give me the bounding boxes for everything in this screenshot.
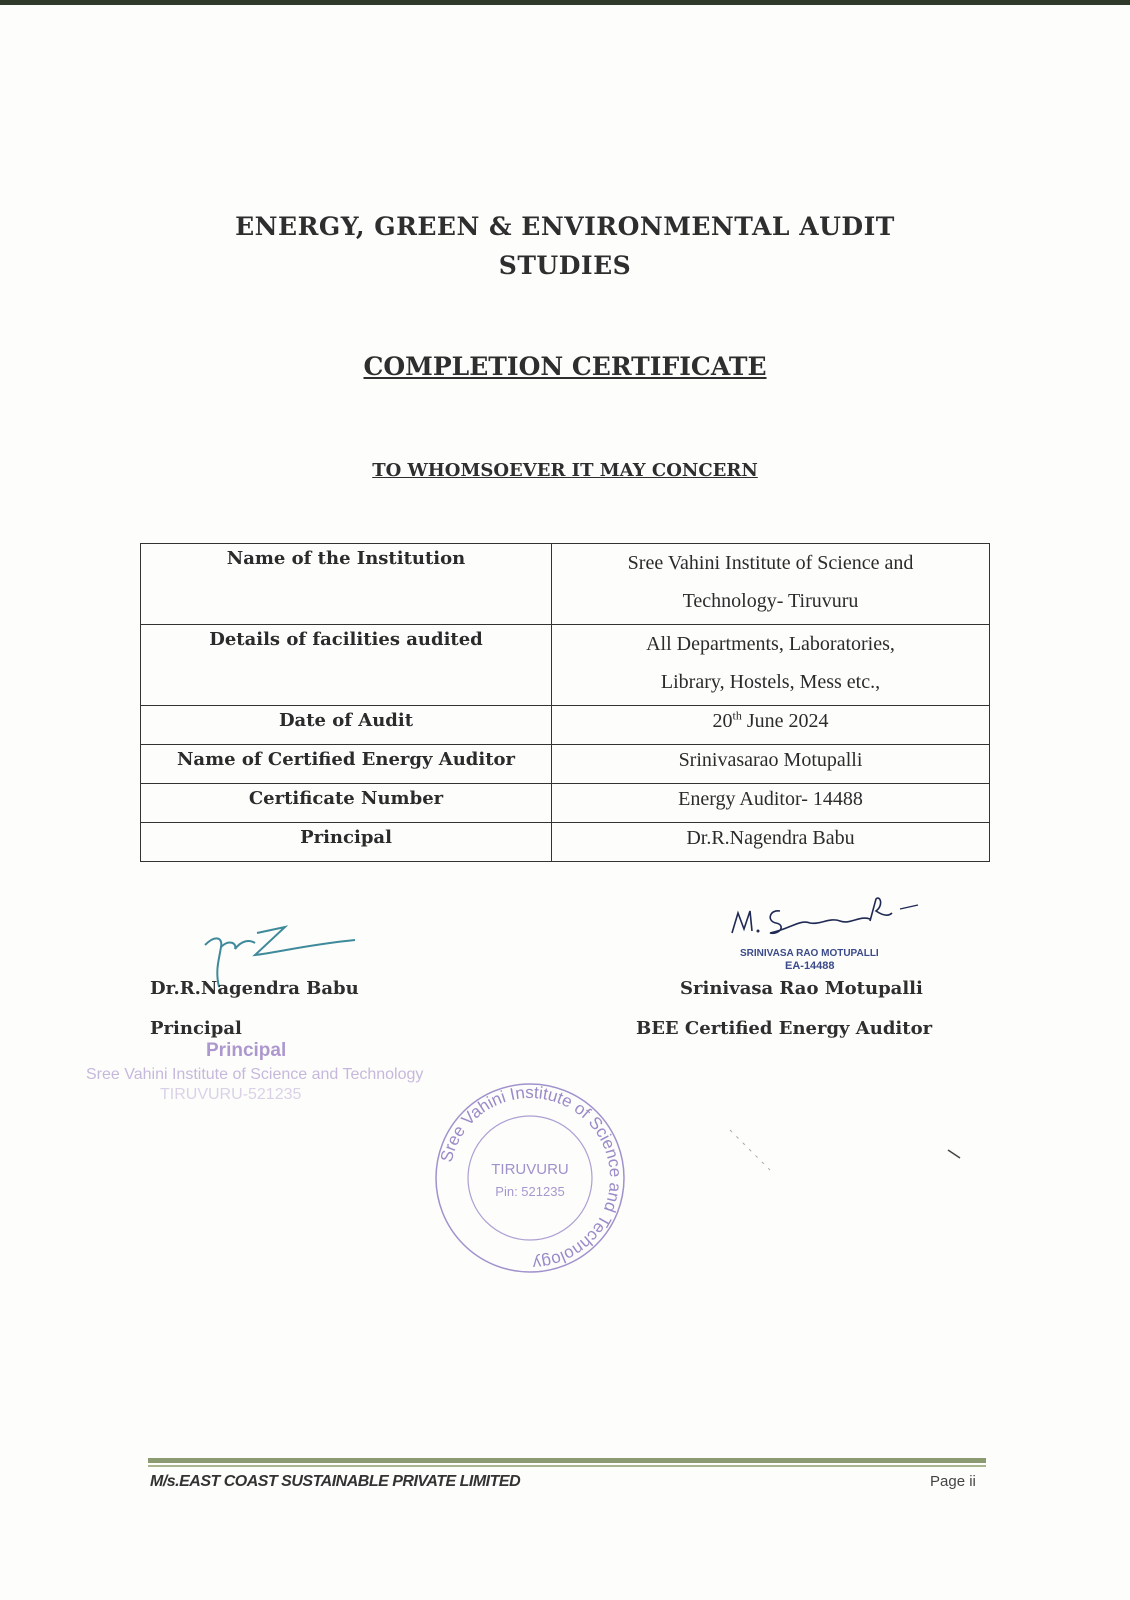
auditor-title: BEE Certified Energy Auditor <box>636 1018 933 1039</box>
salutation: TO WHOMSOEVER IT MAY CONCERN <box>372 460 758 481</box>
audit-day-suffix: th <box>732 708 742 723</box>
row-value: Energy Auditor- 14488 <box>552 784 990 823</box>
row-label: Principal <box>141 823 552 862</box>
audit-details-table <box>140 543 990 862</box>
seal-center-line2: Pin: 521235 <box>495 1184 565 1199</box>
table-row <box>141 823 990 862</box>
row-label: Certificate Number <box>141 784 552 823</box>
institution-line1: Sree Vahini Institute of Science and <box>627 552 914 574</box>
footer-rule-thin <box>148 1465 986 1467</box>
auditor-name: Srinivasa Rao Motupalli <box>680 978 923 999</box>
row-value: Dr.R.Nagendra Babu <box>552 823 990 862</box>
row-value <box>552 706 990 745</box>
facilities-line1: All Departments, Laboratories, <box>646 633 895 655</box>
facilities-line2: Library, Hostels, Mess etc., <box>660 671 881 693</box>
audit-day: 20 <box>712 710 733 732</box>
principal-stamp-institution: Sree Vahini Institute of Science and Technology <box>86 1066 424 1083</box>
auditor-signature <box>730 895 930 945</box>
seal-center-line1: TIRUVURU <box>491 1161 569 1178</box>
svg-text:Sree Vahini Institute of Scien <box>437 1083 625 1273</box>
principal-stamp-location: TIRUVURU-521235 <box>160 1086 302 1103</box>
document-title-line1: ENERGY, GREEN & ENVIRONMENTAL AUDIT <box>235 212 895 241</box>
top-border <box>0 0 1130 5</box>
table-row <box>141 625 990 706</box>
institution-line2: Technology- Tiruvuru <box>682 590 859 612</box>
table-row <box>141 544 990 625</box>
principal-title: Principal <box>150 1018 242 1039</box>
row-value: Srinivasarao Motupalli <box>552 745 990 784</box>
auditor-stamp-id: EA-14488 <box>785 960 835 972</box>
row-value <box>552 625 990 706</box>
footer-rule <box>148 1458 986 1463</box>
row-label: Name of Certified Energy Auditor <box>141 745 552 784</box>
principal-name: Dr.R.Nagendra Babu <box>150 978 359 999</box>
principal-stamp-title: Principal <box>206 1040 287 1061</box>
document-title-line2: STUDIES <box>498 251 632 280</box>
table-row <box>141 784 990 823</box>
row-value <box>552 544 990 625</box>
table-row <box>141 745 990 784</box>
page-number: Page ii <box>930 1473 976 1490</box>
audit-month-year: June 2024 <box>741 710 829 732</box>
row-label: Date of Audit <box>141 706 552 745</box>
row-label: Details of facilities audited <box>141 625 552 706</box>
scan-marks <box>720 1110 980 1190</box>
institution-seal <box>430 1078 630 1278</box>
footer-company: M/s.EAST COAST SUSTAINABLE PRIVATE LIMITED <box>150 1473 521 1490</box>
seal-ring-text: Sree Vahini Institute of Science and Technology <box>436 1082 626 1274</box>
table-row <box>141 706 990 745</box>
certificate-title: COMPLETION CERTIFICATE <box>363 352 767 381</box>
row-label: Name of the Institution <box>141 544 552 625</box>
auditor-stamp-name: SRINIVASA RAO MOTUPALLI <box>740 948 879 959</box>
